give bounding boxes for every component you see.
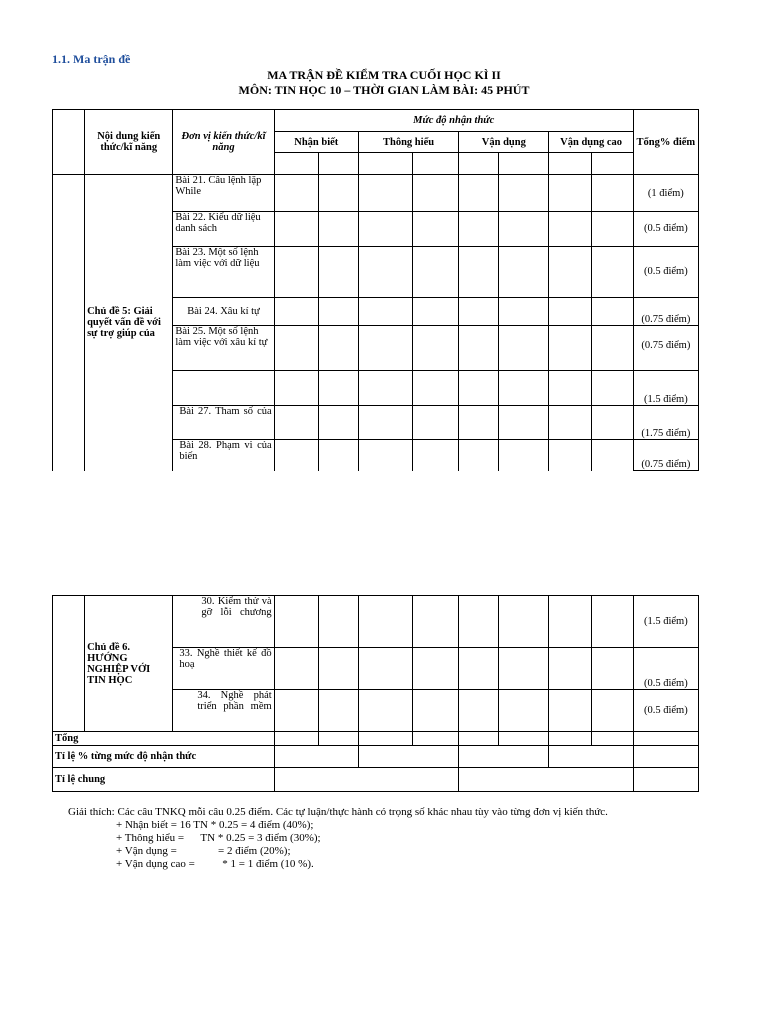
unit-cell (173, 371, 274, 406)
cell (591, 152, 633, 174)
notes-line: + Thông hiểu = TN * 0.25 = 3 điểm (30%); (116, 832, 321, 844)
cell (499, 211, 549, 246)
notes-intro: Giải thích: Các câu TNKQ mỗi câu 0.25 điểm. Các tự luận/thực hành có trọng số khác nhau tùy vào từng đơn vị kiến thức. (68, 806, 608, 818)
cell (318, 211, 358, 246)
cell (549, 732, 591, 746)
page-title: MA TRẬN ĐỀ KIỂM TRA CUỐI HỌC KÌ II (267, 68, 501, 82)
cell (274, 746, 358, 768)
cell (318, 297, 358, 326)
unit-cell: 34. Nghề phát triển phần mềm (173, 690, 274, 732)
explanation-notes (68, 806, 608, 871)
cell (549, 297, 591, 326)
page-subtitle: MÔN: TIN HỌC 10 – THỜI GIAN LÀM BÀI: 45 PHÚT (238, 83, 530, 97)
unit-cell: Bài 21. Câu lệnh lặp While (173, 175, 274, 212)
cell (274, 211, 318, 246)
cell (413, 175, 459, 212)
cell (549, 211, 591, 246)
cell (549, 152, 591, 174)
cell (358, 405, 412, 440)
notes-line: + Nhận biết = 16 TN * 0.25 = 4 điểm (40%); (116, 819, 314, 831)
ratio-common-label: Tỉ lệ chung (53, 768, 275, 792)
header-level-2: Thông hiểu (358, 132, 458, 152)
cell (358, 440, 412, 471)
score-cell: (0.5 điểm) (633, 246, 698, 297)
cell (459, 297, 499, 326)
cell (499, 246, 549, 297)
table-row (53, 596, 699, 648)
cell (549, 746, 633, 768)
notes-line: + Vận dụng = = 2 điểm (20%); (116, 845, 291, 857)
cell (413, 297, 459, 326)
cell (358, 246, 412, 297)
cell (318, 690, 358, 732)
cell (358, 326, 412, 371)
cell (274, 175, 318, 212)
cell (459, 326, 499, 371)
cell (549, 326, 591, 371)
cell (549, 648, 591, 690)
cell (459, 440, 499, 471)
cell (591, 596, 633, 648)
cell (499, 690, 549, 732)
cell (358, 596, 412, 648)
unit-cell: Bài 24. Xâu kí tự (173, 297, 274, 326)
cell (459, 690, 499, 732)
cell (274, 371, 318, 406)
cell (459, 648, 499, 690)
cell (459, 768, 634, 792)
matrix-table-part1 (52, 109, 699, 471)
cell (591, 440, 633, 471)
cell (358, 211, 412, 246)
cell (499, 326, 549, 371)
table-row (53, 732, 699, 746)
cell (358, 732, 412, 746)
score-cell: (0.5 điểm) (633, 211, 698, 246)
score-cell: (0.75 điểm) (633, 440, 698, 471)
unit-cell: Bài 27. Tham số của (173, 405, 274, 440)
cell (499, 648, 549, 690)
matrix-table-part2 (52, 595, 699, 792)
cell (318, 732, 358, 746)
header-level-1: Nhận biết (274, 132, 358, 152)
score-cell: (1.5 điểm) (633, 371, 698, 406)
cell (459, 405, 499, 440)
cell (499, 371, 549, 406)
cell (413, 152, 459, 174)
cell (358, 297, 412, 326)
unit-cell: 30. Kiểm thử và gỡ lỗi chương (173, 596, 274, 648)
header-unit: Đơn vị kiến thức/kĩ năng (173, 110, 274, 175)
cell (274, 326, 318, 371)
cell (591, 175, 633, 212)
cell (413, 596, 459, 648)
header-total: Tổng% điểm (633, 110, 698, 175)
unit-cell: Bài 25. Một số lệnh làm việc với xâu kí tự (173, 326, 274, 371)
cell (591, 732, 633, 746)
cell (358, 648, 412, 690)
header-level-4: Vận dụng cao (549, 132, 633, 152)
cell (358, 371, 412, 406)
score-cell: (0.5 điểm) (633, 690, 698, 732)
table-row (53, 746, 699, 768)
score-cell: (0.5 điểm) (633, 648, 698, 690)
cell (318, 596, 358, 648)
score-cell: (0.75 điểm) (633, 326, 698, 371)
cell (413, 440, 459, 471)
cell (549, 405, 591, 440)
cell (591, 211, 633, 246)
score-cell: (1.5 điểm) (633, 596, 698, 648)
header-level-3: Vận dụng (459, 132, 549, 152)
cell (274, 440, 318, 471)
cell (499, 405, 549, 440)
score-cell: (1 điểm) (633, 175, 698, 212)
cell (318, 648, 358, 690)
cell (499, 732, 549, 746)
score-cell: (1.75 điểm) (633, 405, 698, 440)
cell (549, 596, 591, 648)
cell (413, 732, 459, 746)
cell (413, 371, 459, 406)
cell (459, 152, 499, 174)
blank-cell (53, 596, 85, 732)
cell (549, 246, 591, 297)
cell (358, 175, 412, 212)
cell (591, 326, 633, 371)
cell (358, 690, 412, 732)
table-row (53, 175, 699, 212)
cell (274, 297, 318, 326)
cell (459, 371, 499, 406)
table-row (53, 768, 699, 792)
cell (318, 246, 358, 297)
header-content: Nội dung kiến thức/kĩ năng (85, 110, 173, 175)
cell (459, 211, 499, 246)
cell (274, 405, 318, 440)
cell (318, 326, 358, 371)
score-cell: (0.75 điểm) (633, 297, 698, 326)
cell (274, 596, 318, 648)
cell (499, 596, 549, 648)
cell (459, 246, 499, 297)
cell (549, 175, 591, 212)
cell (358, 746, 458, 768)
unit-cell: Bài 22. Kiểu dữ liệu danh sách (173, 211, 274, 246)
cell (413, 326, 459, 371)
cell (358, 152, 412, 174)
header-level: Mức độ nhận thức (274, 110, 633, 132)
cell (591, 297, 633, 326)
cell (274, 648, 318, 690)
section-heading: 1.1. Ma trận đề (52, 52, 131, 66)
cell (318, 405, 358, 440)
cell (274, 246, 318, 297)
notes-line: + Vận dụng cao = * 1 = 1 điểm (10 %). (116, 858, 314, 870)
cell (318, 440, 358, 471)
cell (633, 768, 698, 792)
cell (499, 440, 549, 471)
unit-cell: Bài 28. Phạm vi của biến (173, 440, 274, 471)
cell (549, 440, 591, 471)
cell (413, 405, 459, 440)
cell (499, 297, 549, 326)
cell (591, 371, 633, 406)
cell (633, 746, 698, 768)
topic6-cell: Chủ đề 6. HƯỚNG NGHIỆP VỚI TIN HỌC (85, 596, 173, 732)
cell (549, 371, 591, 406)
cell (274, 690, 318, 732)
cell (633, 732, 698, 746)
cell (459, 746, 549, 768)
cell (499, 175, 549, 212)
cell (318, 175, 358, 212)
cell (318, 371, 358, 406)
cell (413, 246, 459, 297)
cell (413, 211, 459, 246)
total-label: Tổng (53, 732, 275, 746)
cell (591, 246, 633, 297)
cell (459, 596, 499, 648)
cell (274, 768, 459, 792)
cell (591, 690, 633, 732)
unit-cell: Bài 23. Một số lệnh làm việc với dữ liệu (173, 246, 274, 297)
cell (318, 152, 358, 174)
ratio-level-label: Tỉ lệ % từng mức độ nhận thức (53, 746, 275, 768)
topic5-cell: Chủ đề 5: Giải quyết vấn đề với sự trợ giúp của (85, 175, 173, 471)
cell (459, 175, 499, 212)
unit-cell: 33. Nghề thiết kế đồ hoạ (173, 648, 274, 690)
cell (413, 648, 459, 690)
cell (413, 690, 459, 732)
cell (459, 732, 499, 746)
cell (274, 152, 318, 174)
cell (591, 405, 633, 440)
blank-cell (53, 175, 85, 471)
cell (591, 648, 633, 690)
cell (499, 152, 549, 174)
header-blank-cell (53, 110, 85, 175)
cell (274, 732, 318, 746)
cell (549, 690, 591, 732)
